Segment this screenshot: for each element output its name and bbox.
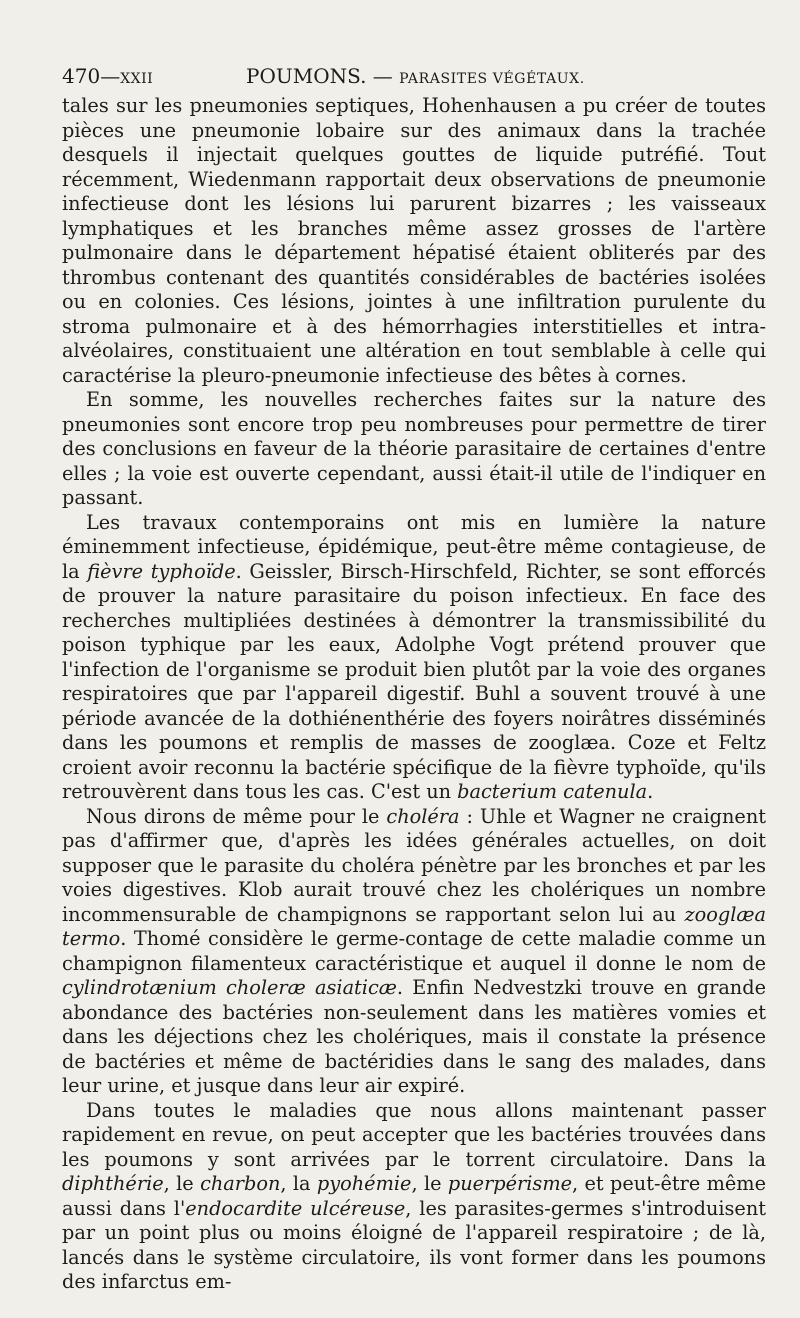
text-run: Les travaux contemporains ont mis en lumière la nature éminemment infectieuse, épidémique, peut-être même contagieuse, de la — [62, 510, 766, 583]
paragraph — [62, 1099, 766, 1295]
text-run: , le — [163, 1172, 201, 1195]
italic-term: endocardite ulcéreuse — [185, 1196, 406, 1220]
paragraph — [62, 805, 766, 1099]
text-run: , et peut-être même aussi dans l' — [62, 1172, 767, 1220]
italic-term: diphthérie — [62, 1172, 164, 1195]
page-number-group — [62, 58, 153, 97]
paragraph — [62, 94, 766, 388]
italic-term: bacterium catenula — [457, 780, 648, 803]
italic-term: choléra — [386, 804, 460, 828]
text-run: . — [647, 780, 654, 803]
text-run: : Uhle et Wagner ne craignent pas d'affirmer que, d'après les idées générales actuelles, on doit supposer que le parasite du choléra pénètre par les bronches et par les voies digestives. Klob aurait trouvé chez les cholériques un nombre incommensurable de champignons se rapportant selon lui au — [62, 804, 766, 926]
italic-term: puerpérisme — [447, 1172, 573, 1195]
text-run: Dans toutes le maladies que nous allons maintenant passer rapidement en revue, on peut accepter que les bactéries trouvées dans les poumons y sont arrivées par le torrent circulatoire. Dans la — [62, 1098, 766, 1171]
header-title: POUMONS. — [246, 64, 367, 88]
text-run: Nous dirons de même pour le — [86, 804, 387, 828]
running-header — [62, 58, 766, 94]
text-run: , le — [411, 1172, 448, 1195]
body-text — [62, 94, 766, 1295]
italic-term: pyohémie — [316, 1172, 412, 1195]
header-separator: — — [372, 64, 393, 88]
text-run: , les parasites-germes s'introduisent par un point plus ou moins éloigné de l'appareil respiratoire ; de là, lancés dans le système circulatoire, ils vont former dans les poumons des infarctus em- — [62, 1196, 767, 1293]
paragraph — [62, 511, 766, 805]
text-run: . Enfin Nedvestzki trouve en grande abondance des bactéries non-seulement dans les matières vomies et dans les déjections chez les cholériques, mais il constate la présence de bactéries et même de bactéridies dans le sang des malades, dans leur urine, et jusque dans leur air expiré. — [62, 976, 766, 1097]
text-run: . Geissler, Birsch-Hirschfeld, Richter, se sont efforcés de prouver la nature parasitaire du poison infectieux. En face des recherches multipliées destinées à démontrer la transmissibilité du poison typhique par les eaux, Adolphe Vogt prétend prouver que l'infection de l'organisme se produit bien plutôt par la voie des organes respiratoires que par l'appareil digestif. Buhl a souvent trouvé à une période avancée de la dothiénenthérie des foyers noirâtres disséminés dans les poumons et remplis de masses de zooglæa. Coze et Feltz croient avoir reconnu la bactérie spécifique de la fièvre typhoïde, qu'ils retrouvèrent dans tous les cas. C'est un — [62, 559, 766, 803]
text-run: . Thomé considère le germe-contage de cette maladie comme un champignon filamenteux caractéristique et auquel il donne le nom de — [62, 927, 766, 975]
page-number: 470 — [62, 64, 101, 88]
text-run: tales sur les pneumonies septiques, Hohenhausen a pu créer de toutes pièces une pneumonie lobaire sur des animaux dans la trachée desquels il injectait quelques gouttes de liquide putréfié. Tout récemment, Wiedenmann rapportait deux observations de pneumonie infectieuse dont les lésions lui parurent bizarres ; les vaisseaux lymphatiques et les branches même assez grosses de l'artère pulmonaire dans le département hépatisé étaient obliterés par des thrombus contenant des quantités considérables de bactéries isolées ou en colonies. Ces lésions, jointes à une infiltration purulente du stroma pulmonaire et à des hémorrhagies interstitielles et intra-alvéolaires, constituaient une altération en tout semblable à celle qui caractérise la pleuro-pneumonie infectieuse des bêtes à cornes. — [62, 94, 766, 387]
italic-term: zooglæa termo — [62, 902, 766, 950]
chapter-roman: XXII — [120, 71, 154, 87]
italic-term: fièvre typhoïde — [87, 559, 236, 583]
header-subtitle: PARASITES VÉGÉTAUX. — [399, 71, 585, 87]
text-run: En somme, les nouvelles recherches faites sur la nature des pneumonies sont encore trop peu nombreuses pour permettre de tirer des conclusions en faveur de la théorie parasitaire de certaines d'entre elles ; la voie est ouverte cependant, aussi était-il utile de l'indiquer en passant. — [62, 388, 766, 509]
italic-term: cylindrotænium choleræ asiaticæ — [62, 976, 397, 999]
paragraph — [62, 388, 766, 511]
text-run: , la — [280, 1172, 317, 1195]
header-dash: — — [100, 64, 121, 88]
italic-term: charbon — [200, 1172, 281, 1195]
header-title-group — [246, 58, 585, 97]
